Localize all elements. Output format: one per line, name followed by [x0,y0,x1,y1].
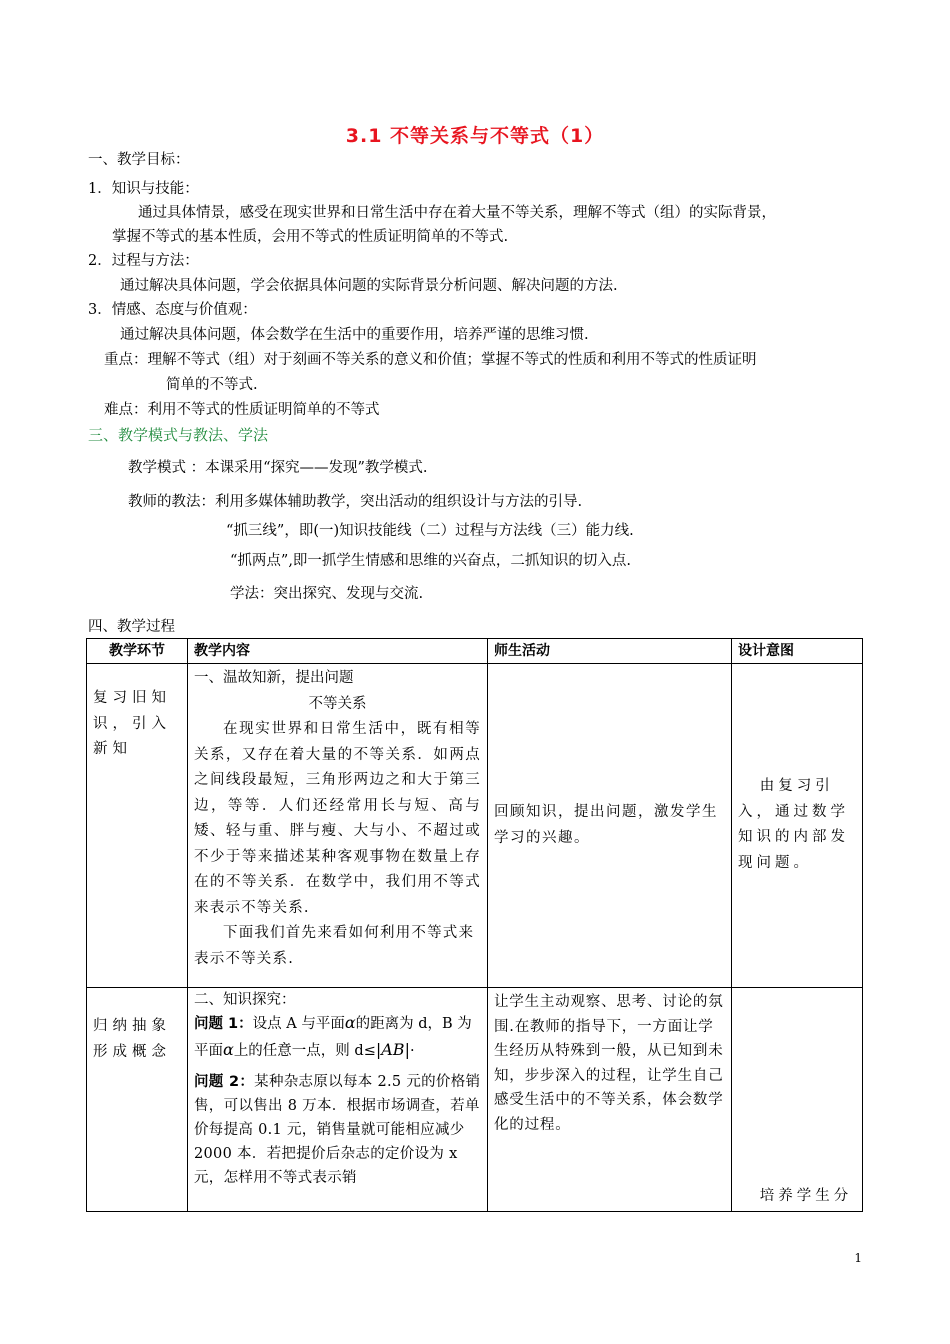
row2-stage: 归纳抽象形成概念 [87,988,188,1212]
difficulty-line: 难点：利用不等式的性质证明简单的不等式 [104,402,380,418]
header-activity: 师生活动 [488,639,732,664]
objective-1-heading: 1．知识与技能： [88,181,199,197]
header-stage: 教学环节 [87,639,188,664]
row2-activity: 让学生主动观察、思考、讨论的氛围.在教师的指导下，一方面让学生经历从特殊到一般，从已知到未知，步步深入的过程，让学生自己感受生活中的不等关系，体会数学化的过程。 [488,988,732,1212]
two-points: “抓两点”,即一抓学生情感和思维的兴奋点，二抓知识的切入点. [230,553,632,569]
row2-content-title: 二、知识探究： [194,992,296,1008]
key-point-line-2: 简单的不等式. [166,377,258,393]
question-1-label: 问题 1： [194,1016,253,1032]
question-1-text-c: 上的任意一点，则 d≤ [233,1043,376,1059]
objective-2-line-1: 通过解决具体问题，学会依据具体问题的实际背景分析问题、解决问题的方法. [120,278,618,294]
objective-3-heading: 3．情感、态度与价值观： [88,302,257,318]
teacher-method: 教师的教法：利用多媒体辅助教学，突出活动的组织设计与方法的引导. [128,494,583,510]
row1-content-paragraph-2: 下面我们首先来看如何利用不等式来表示不等关系. [194,925,475,967]
row1-content-title: 一、温故知新，提出问题 [194,670,354,686]
row2-content [188,988,488,1212]
document-title: 3.1 不等关系与不等式（1） [345,125,605,147]
question-2-text: 某种杂志原以每本 2.5 元的价格销售，可以售出 8 万本．根据市场调查，若单价每提高 0.1 元，销售量就可能相应减少 2000 本．若把提价后杂志的定价设为 x 元，怎样用不等式表示销 [194,1074,481,1186]
three-lines: “抓三线”，即(一)知识技能线（二）过程与方法线（三）能力线. [226,523,634,539]
teaching-mode: 教学模式 ：本课采用“探究——发现”教学模式. [128,460,428,476]
abs-ab-expression: |AB| [375,1040,410,1059]
question-1-end: · [409,1043,415,1059]
row1-content-subtitle: 不等关系 [308,695,367,712]
row1-content [188,664,488,988]
alpha-symbol-2: α [223,1040,234,1059]
lesson-process-table [86,638,863,1212]
header-content: 教学内容 [188,639,488,664]
section-mode-heading: 三、教学模式与教法、学法 [88,426,269,444]
objective-2-heading: 2．过程与方法： [88,253,199,269]
section-objectives-heading: 一、教学目标： [88,152,190,168]
table-header-row [87,639,863,664]
objective-3-line-1: 通过解决具体问题，体会数学在生活中的重要作用，培养严谨的思维习惯. [120,327,589,343]
study-method: 学法：突出探究、发现与交流. [230,586,424,602]
objective-1-line-1: 通过具体情景，感受在现实世界和日常生活中存在着大量不等关系，理解不等式（组）的实际背景， [138,205,776,221]
alpha-symbol: α [344,1013,356,1032]
header-intent: 设计意图 [732,639,863,664]
table-row [87,664,863,988]
row1-content-paragraph-1: 在现实世界和日常生活中，既有相等关系，又存在着大量的不等关系．如两点之间线段最短，三角形两边之和大于第三边，等等．人们还经常用长与短、高与矮、轻与重、胖与瘦、大与小、不超过或不少于等来描述某种客观事物在数量上存在的不等关系．在数学中，我们用不等式来表示不等关系. [194,721,481,916]
row1-intent: 由复习引入，通过数学知识的内部发现问题。 [732,664,863,988]
row1-stage: 复习旧知识，引入新知 [87,664,188,988]
row2-question-2 [194,1070,481,1190]
row1-activity: 回顾知识，提出问题，激发学生学习的兴趣。 [488,664,732,988]
key-point-line-1: 重点：理解不等式（组）对于刻画不等关系的意义和价值；掌握不等式的性质和利用不等式的性质证明 [104,352,757,368]
row2-question-1 [194,1010,481,1064]
row2-intent: 培养学生分 [732,988,863,1212]
page-number: 1 [854,1251,862,1265]
question-2-label: 问题 2： [194,1074,255,1090]
objective-1-line-2: 掌握不等式的基本性质，会用不等式的性质证明简单的不等式. [112,229,509,245]
section-process-heading: 四、教学过程 [88,619,175,635]
question-1-text-a: 设点 A 与平面 [252,1016,345,1032]
question-1-text-b: 的距离为 d，B 为平面 [194,1016,472,1059]
table-row [87,988,863,1212]
